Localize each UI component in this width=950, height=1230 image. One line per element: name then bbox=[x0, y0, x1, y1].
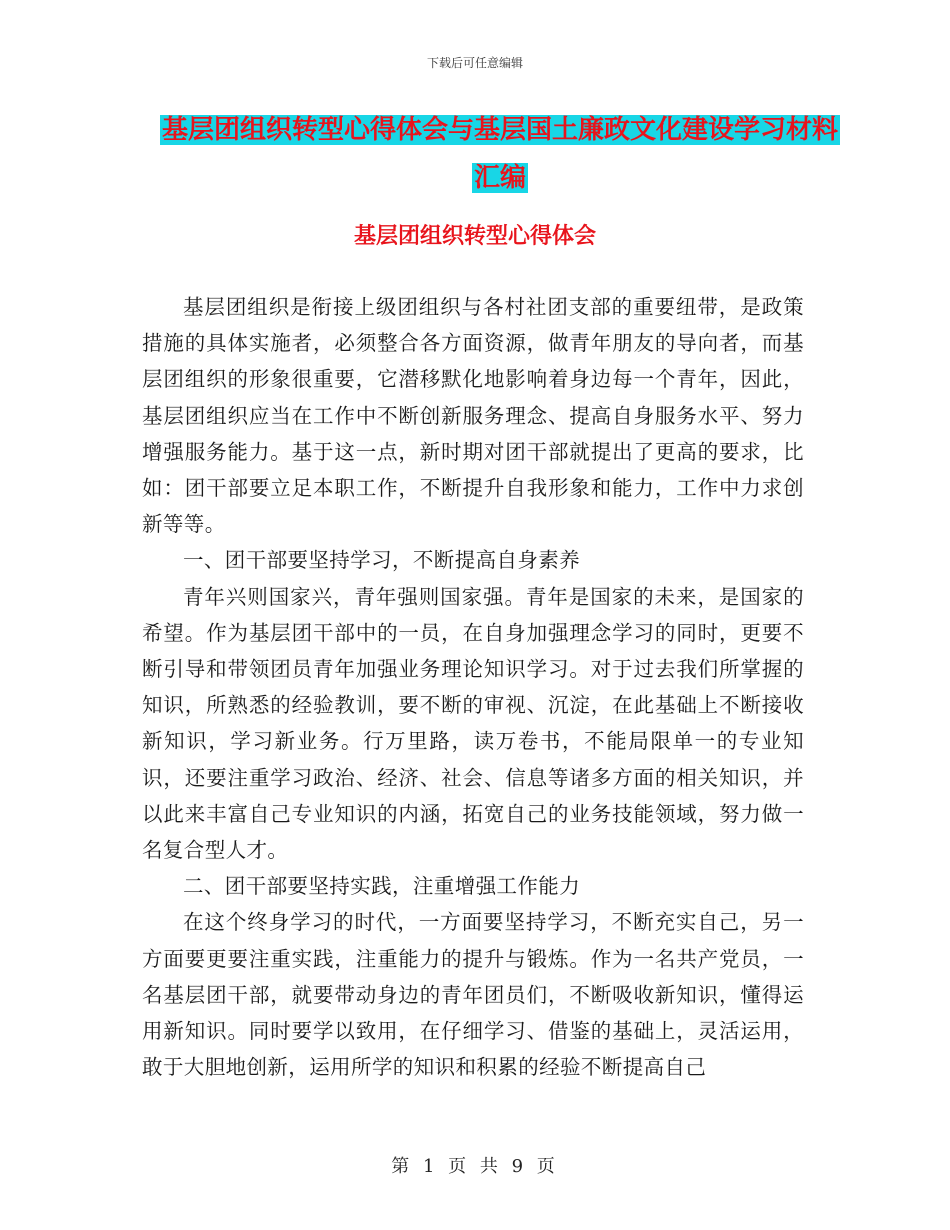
document-body bbox=[142, 289, 804, 1085]
body-paragraph: 青年兴则国家兴，青年强则国家强。青年是国家的未来，是国家的希望。作为基层团干部中的一员，在自身加强理念学习的同时，更要不断引导和带领团员青年加强业务理论知识学习。对于过去我们所掌握的知识，所熟悉的经验教训，要不断的审视、沉淀，在此基础上不断接收新知识，学习新业务。行万里路，读万卷书，不能局限单一的专业知识，还要注重学习政治、经济、社会、信息等诸多方面的相关知识，并以此来丰富自己专业知识的内涵，拓宽自己的业务技能领域，努力做一名复合型人才。 bbox=[142, 584, 804, 863]
body-paragraph: 在这个终身学习的时代，一方面要坚持学习，不断充实自己，另一方面要更要注重实践，注重能力的提升与锻炼。作为一名共产党员，一名基层团干部，就要带动身边的青年团员们，不断吸收新知识，懂得运用新知识。同时要学以致用，在仔细学习、借鉴的基础上，灵活运用，敢于大胆地创新，运用所学的知识和积累的经验不断提高自己 bbox=[142, 910, 804, 1080]
section-heading: 一、团干部要坚持学习，不断提高自身素养 bbox=[183, 548, 581, 573]
body-paragraph: 基层团组织是衔接上级团组织与各村社团支部的重要纽带，是政策措施的具体实施者，必须整合各方面资源，做青年朋友的导向者，而基层团组织的形象很重要，它潜移默化地影响着身边每一个青年，因此，基层团组织应当在工作中不断创新服务理念、提高自身服务水平、努力增强服务能力。基于这一点，新时期对团干部就提出了更高的要求，比如：团干部要立足本职工作，不断提升自我形象和能力，工作中力求创新等等。 bbox=[142, 295, 804, 537]
header-note: 下载后可任意编辑 bbox=[426, 56, 523, 70]
section-title: 基层团组织转型心得体会 bbox=[353, 223, 596, 249]
document-title-text: 基层团组织转型心得体会与基层国土廉政文化建设学习材料汇编 bbox=[161, 115, 838, 193]
document-title bbox=[150, 106, 850, 202]
section-heading: 二、团干部要坚持实践，注重增强工作能力 bbox=[183, 874, 581, 899]
page-footer: 第 1 页 共 9 页 bbox=[391, 1156, 559, 1177]
